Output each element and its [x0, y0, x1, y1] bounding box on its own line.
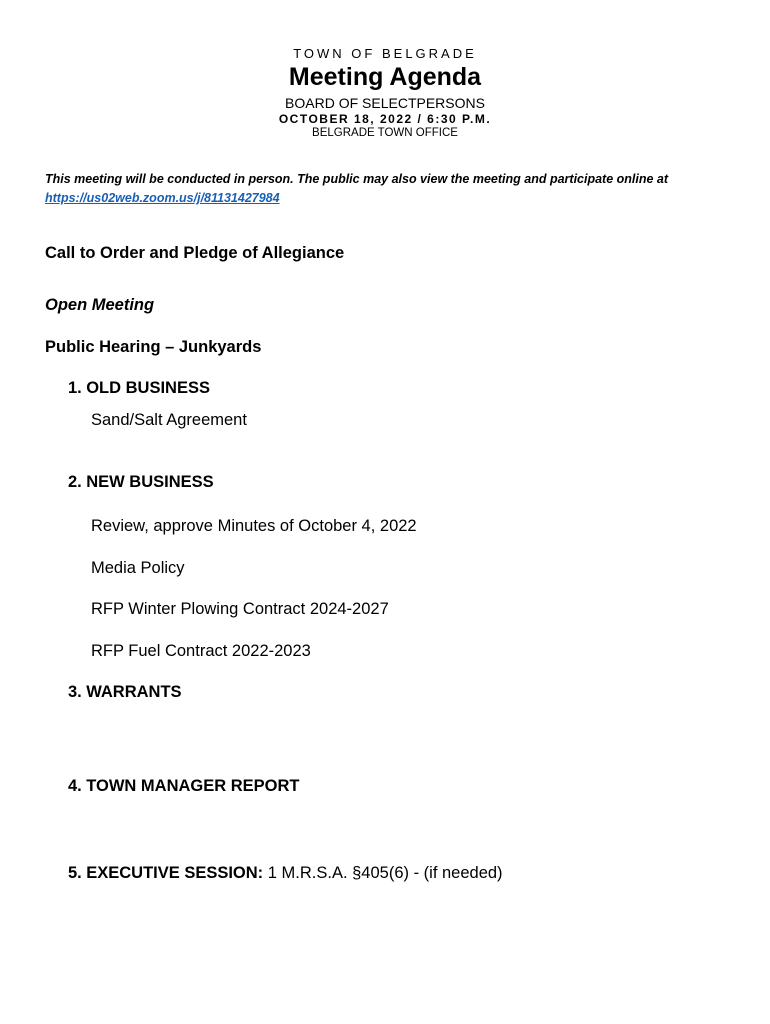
page-title: Meeting Agenda	[288, 63, 482, 91]
item-label: OLD BUSINESS	[86, 379, 210, 397]
item-number: 4.	[68, 777, 82, 795]
item-detail: 1 M.R.S.A. §405(6) - (if needed)	[263, 864, 503, 882]
meeting-date-time: OCTOBER 18, 2022 / 6:30 P.M.	[278, 112, 492, 126]
public-hearing-heading: Public Hearing – Junkyards	[45, 338, 262, 356]
sub-item-fuel-contract: RFP Fuel Contract 2022-2023	[91, 642, 311, 660]
sub-item-plowing-contract: RFP Winter Plowing Contract 2024-2027	[91, 600, 389, 618]
item-number: 1.	[68, 379, 82, 397]
sub-item-sand-salt: Sand/Salt Agreement	[91, 411, 247, 429]
call-to-order-heading: Call to Order and Pledge of Allegiance	[45, 244, 345, 262]
sub-item-media-policy: Media Policy	[91, 559, 185, 577]
agenda-item-warrants	[68, 683, 182, 702]
agenda-item-executive-session	[68, 864, 503, 883]
item-number: 5.	[68, 864, 82, 882]
meeting-notice	[45, 170, 735, 208]
item-label: TOWN MANAGER REPORT	[86, 777, 300, 795]
open-meeting-heading: Open Meeting	[45, 296, 155, 314]
agenda-item-old-business	[68, 379, 210, 398]
item-number: 3.	[68, 683, 82, 701]
agenda-item-new-business	[68, 473, 214, 492]
item-number: 2.	[68, 473, 82, 491]
board-name: BOARD OF SELECTPERSONS	[285, 95, 485, 111]
item-label: WARRANTS	[86, 683, 182, 701]
town-name: TOWN OF BELGRADE	[293, 46, 477, 61]
item-label: EXECUTIVE SESSION:	[86, 864, 264, 882]
notice-text: This meeting will be conducted in person. The public may also view the meeting and participate online at	[45, 172, 669, 186]
sub-item-minutes: Review, approve Minutes of October 4, 2022	[91, 517, 417, 535]
agenda-item-town-manager-report	[68, 777, 300, 796]
item-label: NEW BUSINESS	[86, 473, 214, 491]
meeting-location: BELGRADE TOWN OFFICE	[312, 127, 458, 139]
zoom-link[interactable]: https://us02web.zoom.us/j/81131427984	[45, 191, 280, 205]
